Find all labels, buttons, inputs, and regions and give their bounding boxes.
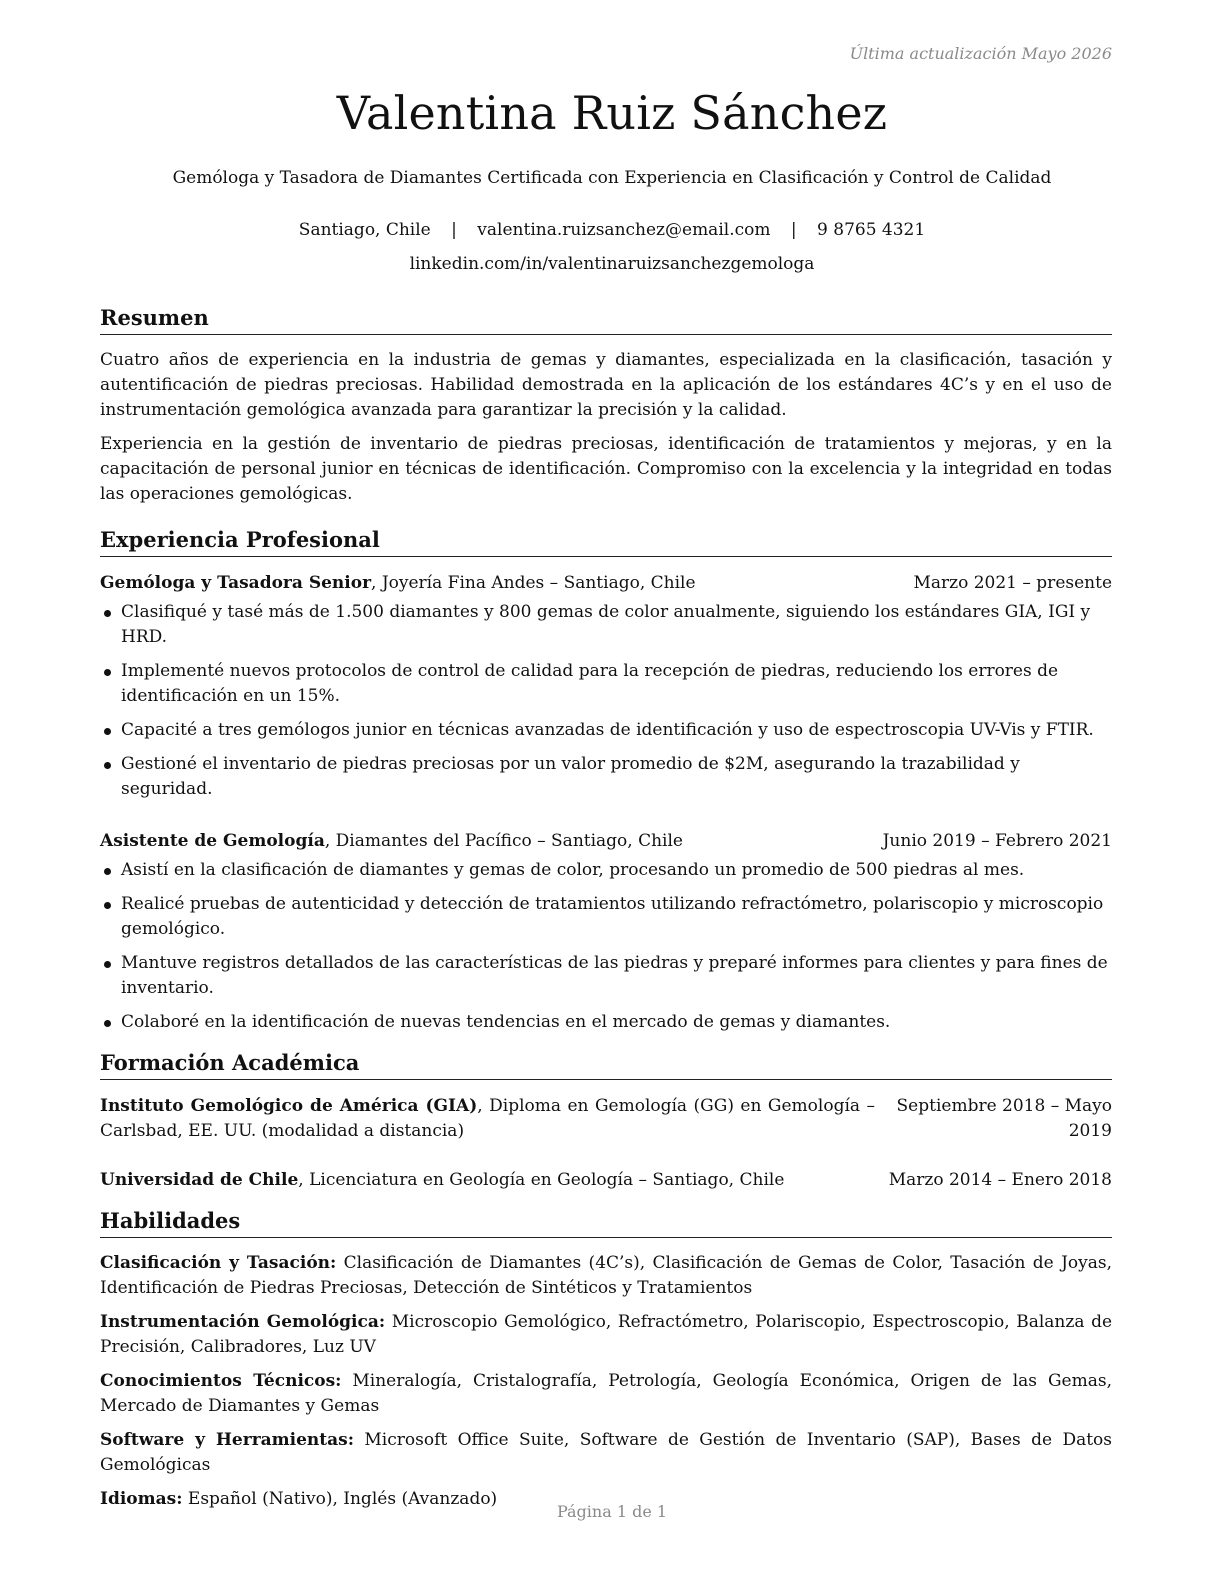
education-institution: Universidad de Chile [100, 1170, 299, 1190]
candidate-name: Valentina Ruiz Sánchez [336, 86, 888, 140]
education-entry [100, 1094, 1112, 1144]
section-title-experience: Experiencia Profesional [100, 526, 1112, 557]
job-role: Asistente de Gemología [100, 831, 325, 851]
resume-body [100, 304, 1112, 1512]
skill-label: Clasificación y Tasación: [100, 1253, 337, 1273]
skill-text: Español (Nativo), Inglés (Avanzado) [182, 1489, 498, 1509]
linkedin-link[interactable]: linkedin.com/in/valentinaruizsanchezgemologa [409, 254, 815, 274]
list-item: Implementé nuevos protocolos de control de calidad para la recepción de piedras, reduciendo los errores de identificación en un 15%. [100, 659, 1112, 709]
job-entry [100, 571, 1112, 802]
list-item: Clasifiqué y tasé más de 1.500 diamantes y 800 gemas de color anualmente, siguiendo los estándares GIA, IGI y HRD. [100, 600, 1112, 650]
skill-text: Mineralogía, Cristalografía, Petrología, Geología Económica, Origen de las Gemas, Mercado de Diamantes y Gemas [100, 1371, 1112, 1416]
skill-text: Clasificación de Diamantes (4C’s), Clasificación de Gemas de Color, Tasación de Joyas, Identificación de Piedras Preciosas, Detección de Sintéticos y Tratamientos [100, 1253, 1112, 1298]
phone: 9 8765 4321 [817, 220, 926, 240]
location: Santiago, Chile [298, 220, 431, 240]
section-title-summary: Resumen [100, 304, 1112, 335]
job-dates: Marzo 2021 – presente [913, 573, 1112, 593]
headline: Gemóloga y Tasadora de Diamantes Certificada con Experiencia en Clasificación y Control de Calidad [172, 168, 1052, 188]
summary-paragraph: Cuatro años de experiencia en la industria de gemas y diamantes, especializada en la clasificación, tasación y autentificación de piedras preciosas. Habilidad demostrada en la aplicación de los estándares 4C’s y en el uso de instrumentación gemológica avanzada para garantizar la precisión y la calidad. [100, 350, 1112, 420]
list-item: Mantuve registros detallados de las características de las piedras y preparé informes para clientes y para fines de inventario. [100, 951, 1112, 1001]
list-item: Gestioné el inventario de piedras preciosas por un valor promedio de $2M, asegurando la trazabilidad y seguridad. [100, 752, 1112, 802]
job-bullets [100, 858, 1112, 1035]
job-entry [100, 829, 1112, 1035]
summary-section [100, 304, 1112, 507]
separator: | [790, 220, 797, 240]
page-number: Página 1 de 1 [556, 1502, 668, 1521]
skill-row [100, 1251, 1112, 1301]
job-header [100, 829, 1112, 854]
summary-paragraph: Experiencia en la gestión de inventario de piedras preciosas, identificación de tratamientos y mejoras, y en la capacitación de personal junior en técnicas de identificación. Compromiso con la excelencia y la integridad en todas las operaciones gemológicas. [100, 434, 1112, 504]
skill-label: Instrumentación Gemológica: [100, 1312, 386, 1332]
education-detail: , Diploma en Gemología (GG) en Gemología – Carlsbad, EE. UU. (modalidad a distancia) [100, 1096, 875, 1141]
skill-text: Microsoft Office Suite, Software de Gestión de Inventario (SAP), Bases de Datos Gemológicas [100, 1430, 1112, 1475]
job-bullets [100, 600, 1112, 802]
job-dates: Junio 2019 – Febrero 2021 [882, 831, 1112, 851]
list-item: Asistí en la clasificación de diamantes y gemas de color, procesando un promedio de 500 piedras al mes. [100, 858, 1112, 883]
education-entry [100, 1168, 1112, 1193]
skill-label: Software y Herramientas: [100, 1430, 355, 1450]
education-dates: Marzo 2014 – Enero 2018 [888, 1170, 1112, 1190]
job-role: Gemóloga y Tasadora Senior [100, 573, 372, 593]
skill-row [100, 1369, 1112, 1419]
education-section [100, 1049, 1112, 1193]
experience-section [100, 526, 1112, 1035]
skill-row [100, 1428, 1112, 1478]
skills-section [100, 1207, 1112, 1512]
education-institution: Instituto Gemológico de América (GIA) [100, 1096, 478, 1116]
education-dates: Septiembre 2018 – Mayo 2019 [896, 1096, 1112, 1141]
skill-row [100, 1310, 1112, 1360]
job-company: , Diamantes del Pacífico – Santiago, Chile [324, 831, 683, 851]
skill-label: Conocimientos Técnicos: [100, 1371, 342, 1391]
job-header [100, 571, 1112, 596]
section-title-skills: Habilidades [100, 1207, 1112, 1238]
job-company: , Joyería Fina Andes – Santiago, Chile [371, 573, 696, 593]
separator: | [451, 220, 457, 240]
last-updated: Última actualización Mayo 2026 [849, 44, 1112, 63]
skill-label: Idiomas: [100, 1489, 183, 1509]
list-item: Capacité a tres gemólogos junior en técnicas avanzadas de identificación y uso de espectroscopia UV-Vis y FTIR. [100, 718, 1112, 743]
list-item: Colaboré en la identificación de nuevas tendencias en el mercado de gemas y diamantes. [100, 1010, 1112, 1035]
contact-line [0, 220, 1224, 240]
section-title-education: Formación Académica [100, 1049, 1112, 1080]
skill-text: Microscopio Gemológico, Refractómetro, Polariscopio, Espectroscopio, Balanza de Precisión, Calibradores, Luz UV [100, 1312, 1113, 1357]
email-link[interactable]: valentina.ruizsanchez@email.com [477, 220, 771, 240]
education-detail: , Licenciatura en Geología en Geología – Santiago, Chile [298, 1170, 785, 1190]
list-item: Realicé pruebas de autenticidad y detección de tratamientos utilizando refractómetro, polariscopio y microscopio gemológico. [100, 892, 1112, 942]
